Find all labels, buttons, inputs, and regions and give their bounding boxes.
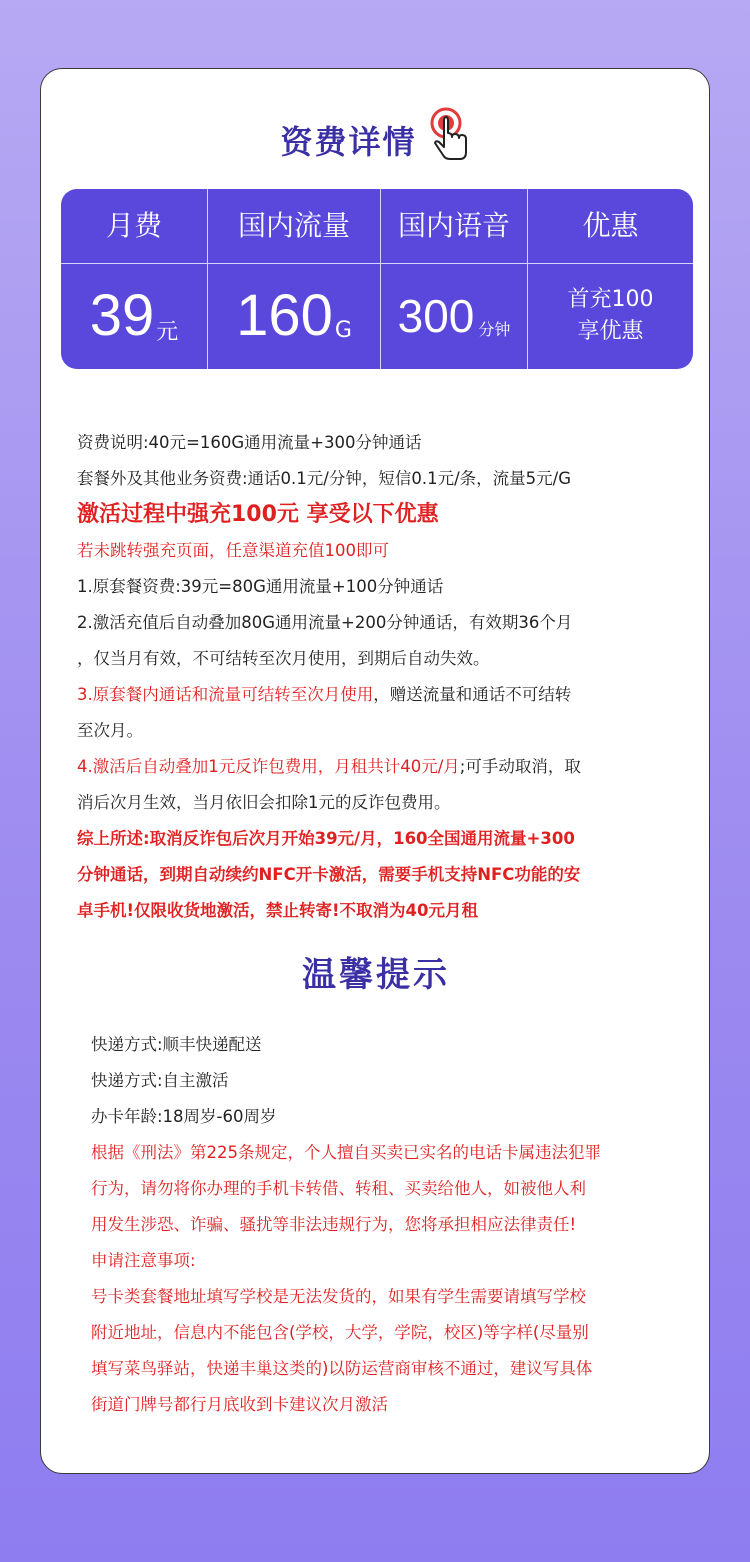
legal-warning-line: 行为，请勿将你办理的手机卡转借、转租、买卖给他人，如被他人利 <box>91 1179 586 1198</box>
pricing-col-voice <box>381 189 527 369</box>
plan-card <box>40 68 710 1474</box>
detail-line: 2.激活充值后自动叠加80G通用流量+200分钟通话，有效期36个月 <box>77 613 573 632</box>
detail-line-highlight: 3.原套餐内通话和流量可结转至次月使用 <box>77 685 374 704</box>
detail-line-rest: ，赠送流量和通话不可结转 <box>373 685 572 704</box>
tips-title: 温馨提示 <box>302 955 450 995</box>
legal-warning-line: 根据《刑法》第225条规定，个人擅自买卖已实名的电话卡属违法犯罪 <box>91 1143 601 1162</box>
legal-warning-line: 用发生涉恐、诈骗、骚扰等非法违规行为，您将承担相应法律责任! <box>91 1215 577 1234</box>
pricing-header-voice: 国内语音 <box>397 209 510 242</box>
tips-list <box>91 1027 681 1423</box>
notice-line: 街道门牌号都行月底收到卡建议次月激活 <box>91 1395 388 1414</box>
tariff-details <box>77 425 697 929</box>
voice-unit: 分钟 <box>478 319 511 339</box>
notice-line: 附近地址，信息内不能包含(学校，大学，学院，校区)等字样(尽量别 <box>91 1323 589 1342</box>
promo-line-1: 首充100 <box>567 287 654 312</box>
notice-heading: 申请注意事项: <box>91 1251 196 1270</box>
pricing-header-monthly-fee: 月费 <box>105 209 162 242</box>
pricing-header-data: 国内流量 <box>237 209 350 242</box>
notice-line: 填写菜鸟驿站，快递丰巢这类的)以防运营商审核不通过，建议写具体 <box>91 1359 593 1378</box>
tip-line: 办卡年龄:18周岁-60周岁 <box>91 1107 277 1126</box>
promo-line-2: 享优惠 <box>577 319 644 344</box>
detail-line: 若未跳转强充页面，任意渠道充值100即可 <box>77 541 389 560</box>
pricing-col-data <box>208 189 380 369</box>
summary-line: 分钟通话，到期自动续约NFC开卡激活，需要手机支持NFC功能的安 <box>77 865 581 884</box>
tip-line: 快递方式:顺丰快递配送 <box>91 1035 262 1054</box>
pricing-table <box>61 189 693 369</box>
summary-line: 卓手机!仅限收货地激活，禁止转寄!不取消为40元月租 <box>77 901 479 920</box>
data-unit: G <box>334 317 352 343</box>
pricing-header-promo: 优惠 <box>582 209 639 242</box>
tip-line: 快递方式:自主激活 <box>91 1071 229 1090</box>
voice-amount: 300 <box>397 290 475 342</box>
detail-line: 消后次月生效，当月依旧会扣除1元的反诈包费用。 <box>77 793 451 812</box>
notice-line: 号卡类套餐地址填写学校是无法发货的，如果有学生需要请填写学校 <box>91 1287 586 1306</box>
pricing-col-promo <box>528 189 693 369</box>
detail-line: 资费说明:40元=160G通用流量+300分钟通话 <box>77 433 422 452</box>
monthly-fee-unit: 元 <box>156 319 179 345</box>
detail-line: 1.原套餐资费:39元=80G通用流量+100分钟通话 <box>77 577 444 596</box>
header <box>41 113 711 167</box>
monthly-fee-amount: 39 <box>89 283 155 348</box>
pricing-value-voice <box>381 263 527 369</box>
pricing-value-monthly-fee <box>61 263 207 369</box>
detail-line-rest: ;可手动取消，取 <box>459 757 581 776</box>
pricing-value-data <box>208 263 380 369</box>
page-title: 资费详情 <box>280 123 417 161</box>
tips-header <box>41 947 711 996</box>
detail-line: 套餐外及其他业务资费:通话0.1元/分钟，短信0.1元/条，流量5元/G <box>77 469 572 488</box>
promo-heading: 激活过程中强充100元 享受以下优惠 <box>77 502 439 527</box>
detail-line <box>77 749 697 785</box>
pointer-click-icon <box>428 107 472 161</box>
detail-line <box>77 677 697 713</box>
data-amount: 160 <box>236 283 333 348</box>
detail-line: 至次月。 <box>77 721 143 740</box>
detail-line-highlight: 4.激活后自动叠加1元反诈包费用，月租共计40元/月 <box>77 757 460 776</box>
summary-line: 综上所述:取消反诈包后次月开始39元/月，160全国通用流量+300 <box>77 829 575 848</box>
detail-line: ，仅当月有效，不可结转至次月使用，到期后自动失效。 <box>77 649 490 668</box>
pricing-col-monthly-fee <box>61 189 207 369</box>
pricing-value-promo <box>528 263 693 369</box>
